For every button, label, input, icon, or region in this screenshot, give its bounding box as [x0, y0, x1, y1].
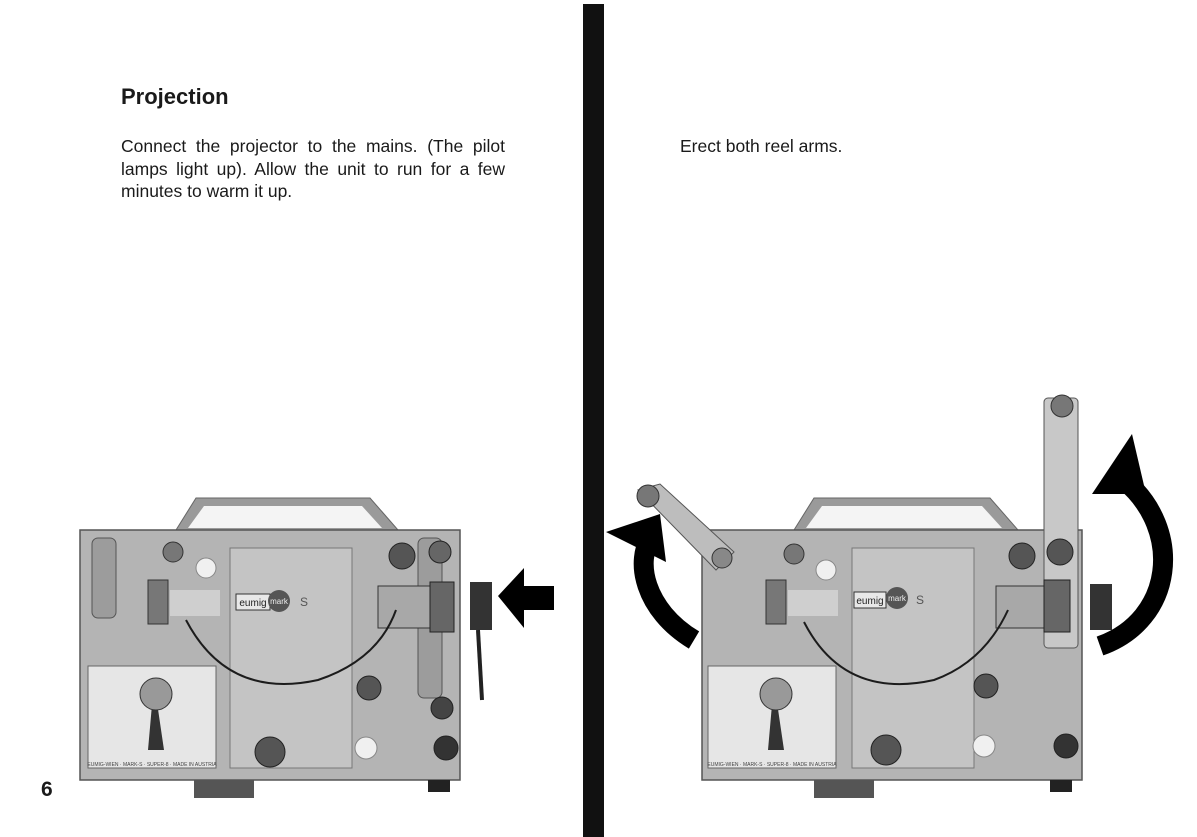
brand-logo: eumig [856, 596, 884, 607]
right-page [604, 0, 1197, 837]
model-letter: S [300, 595, 309, 609]
model-badge: mark [888, 594, 906, 603]
model-letter: S [916, 593, 925, 607]
model-badge: mark [270, 597, 288, 606]
arrow-left-icon [498, 568, 554, 628]
page-heading: Projection [121, 84, 229, 109]
left-page [0, 0, 583, 837]
nameplate-text: EUMIG-WIEN · MARK-S · SUPER-8 · MADE IN AUSTRIA [87, 762, 217, 768]
instruction-text: Erect both reel arms. [680, 136, 843, 156]
projector-photo [604, 390, 1197, 805]
projector-photo [78, 490, 563, 805]
instruction-text: Connect the projector to the mains. (The pilot lamps light up). Allow the unit to run for a few minutes to warm it up. [121, 136, 505, 201]
brand-logo: eumig [239, 598, 267, 609]
page-number: 6 [41, 778, 53, 801]
page-spine [583, 4, 604, 837]
nameplate-text: EUMIG-WIEN · MARK-S · SUPER-8 · MADE IN AUSTRIA [707, 762, 837, 768]
